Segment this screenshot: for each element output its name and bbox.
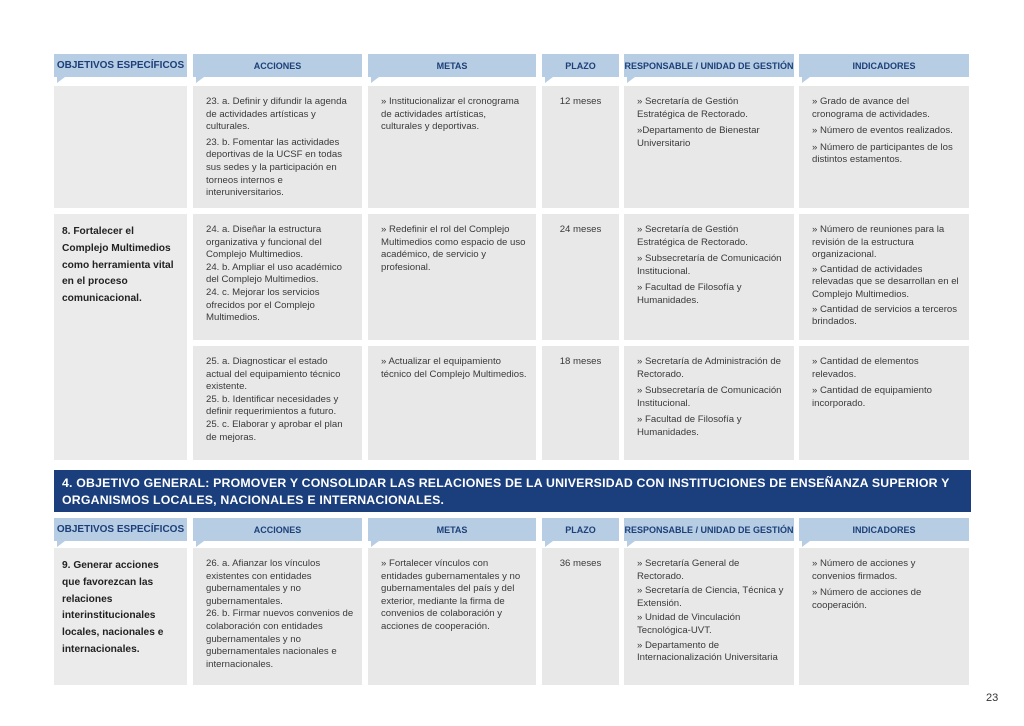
accion-24b: 24. b. Ampliar el uso académico del Complejo Multimedios. [206, 261, 342, 286]
header-indicadores-2: INDICADORES [799, 518, 969, 541]
responsable-24-2: » Subsecretaría de Comunicación Institucional. [637, 253, 782, 277]
general-objective-line-2: ORGANISMOS LOCALES, NACIONALES E INTERNACIONALES. [62, 493, 445, 507]
accion-24a: 24. a. Diseñar la estructura organizativa y funcional del Complejo Multimedios. [206, 224, 322, 261]
responsable-26-1: » Secretaría General de Rectorado. [637, 558, 740, 582]
responsable-24-1: » Secretaría de Gestión Estratégica de Rectorado. [637, 224, 748, 248]
plazo-cell-24 [542, 214, 619, 340]
header-objetivos: OBJETIVOS ESPECÍFICOS [54, 54, 187, 77]
metas-cell-23 [368, 86, 536, 208]
header-acciones: ACCIONES [193, 54, 362, 77]
responsable-cell-24 [624, 214, 794, 340]
accion-26a: 26. a. Afianzar los vínculos existentes con entidades gubernamentales y no gubernamentales. [206, 558, 321, 607]
acciones-cell-26 [193, 548, 362, 685]
accion-26b: 26. b. Firmar nuevos convenios de colaboración con entidades gubernamentales y no gubernamentales nacionales e internacionales. [206, 608, 354, 670]
responsable-26-3: » Unidad de Vinculación Tecnológica-UVT. [637, 612, 741, 636]
responsable-23-1: » Secretaría de Gestión Estratégica de Rectorado. [637, 96, 748, 120]
acciones-cell-23 [193, 86, 362, 208]
indicador-25-1: » Cantidad de elementos relevados. [812, 356, 919, 380]
accion-25b: 25. b. Identificar necesidades y definir requerimientos a futuro. [206, 393, 339, 418]
responsable-26-2: » Secretaría de Ciencia, Técnica y Extensión. [637, 585, 784, 609]
header-responsable-2: RESPONSABLE / UNIDAD DE GESTIÓN [624, 518, 794, 541]
header-metas-2: METAS [368, 518, 536, 541]
responsable-25-1: » Secretaría de Administración de Rectorado. [637, 356, 781, 380]
metas-cell-25 [368, 346, 536, 460]
objective-9-text: 9. Generar acciones que favorezcan las relaciones interinstitucionales locales, nacionales e internacionales. [62, 560, 164, 655]
meta-24: » Redefinir el rol del Complejo Multimedios como espacio de uso académico, de servicio y profesional. [381, 224, 526, 273]
indicadores-cell-23 [799, 86, 969, 208]
header-responsable: RESPONSABLE / UNIDAD DE GESTIÓN [624, 54, 794, 77]
objective-8-cell [54, 214, 187, 460]
plazo-24: 24 meses [559, 224, 602, 235]
plazo-23: 12 meses [559, 96, 602, 107]
accion-24c: 24. c. Mejorar los servicios ofrecidos por el Complejo Multimedios. [206, 286, 320, 324]
responsable-25-3: » Facultad de Filosofía y Humanidades. [637, 414, 742, 438]
metas-cell-24 [368, 214, 536, 340]
plazo-cell-25 [542, 346, 619, 460]
header-plazo: PLAZO [542, 54, 619, 77]
indicador-25-2: » Cantidad de equipamiento incorporado. [812, 385, 933, 409]
plazo-cell-26 [542, 548, 619, 685]
header-indicadores: INDICADORES [799, 54, 969, 77]
general-objective-line-1: 4. OBJETIVO GENERAL: PROMOVER Y CONSOLIDAR LAS RELACIONES DE LA UNIVERSIDAD CON INSTITUCIONES DE ENSEÑANZA SUPERIOR Y [62, 476, 950, 490]
plazo-25: 18 meses [559, 356, 602, 367]
indicadores-cell-26 [799, 548, 969, 685]
indicadores-cell-24 [799, 214, 969, 340]
accion-23b: 23. b. Fomentar las actividades deportivas de la UCSF en todas sus sedes y la participación en torneos internos e interuniversitarios. [206, 136, 342, 199]
objective-9-cell [54, 548, 187, 685]
meta-23: » Institucionalizar el cronograma de actividades artísticas, culturales y deportivas. [381, 96, 520, 133]
accion-25c: 25. c. Elaborar y aprobar el plan de mejoras. [206, 418, 343, 443]
indicador-26-2: » Número de acciones de cooperación. [812, 587, 922, 611]
page-number: 23 [986, 692, 999, 704]
accion-23a: 23. a. Definir y difundir la agenda de actividades artísticas y culturales. [206, 96, 347, 133]
acciones-cell-25 [193, 346, 362, 460]
objective-8-text: 8. Fortalecer el Complejo Multimedios como herramienta vital en el proceso comunicacional. [62, 226, 174, 305]
acciones-cell-24 [193, 214, 362, 340]
responsable-25-2: » Subsecretaría de Comunicación Institucional. [637, 385, 782, 409]
indicador-23-2: » Número de eventos realizados. [812, 125, 953, 137]
indicador-24-2: » Cantidad de actividades relevadas que se desarrollan en el Complejo Multimedios. [812, 263, 959, 300]
plazo-cell-23 [542, 86, 619, 208]
header-plazo-2: PLAZO [542, 518, 619, 541]
plazo-26: 36 meses [559, 558, 602, 569]
responsable-cell-23 [624, 86, 794, 208]
indicador-26-1: » Número de acciones y convenios firmados. [812, 558, 916, 582]
general-objective-banner [54, 470, 971, 512]
meta-26: » Fortalecer vínculos con entidades gubernamentales y no gubernamentales del país y del exterior, mediante la firma de convenios de colaboración y acciones de cooperación. [381, 558, 521, 632]
indicadores-cell-25 [799, 346, 969, 460]
responsable-cell-26 [624, 548, 794, 685]
responsable-24-3: » Facultad de Filosofía y Humanidades. [637, 282, 742, 306]
header-objetivos-2: OBJETIVOS ESPECÍFICOS [54, 518, 187, 541]
accion-25a: 25. a. Diagnosticar el estado actual del equipamiento técnico existente. [206, 356, 341, 393]
indicador-23-1: » Grado de avance del cronograma de actividades. [812, 96, 930, 120]
indicador-24-1: » Número de reuniones para la revisión de la estructura organizacional. [812, 224, 945, 261]
responsable-cell-25 [624, 346, 794, 460]
objective-cell-empty [54, 86, 187, 208]
responsable-26-4: » Departamento de Internacionalización Universitaria [637, 639, 778, 664]
indicador-23-3: » Número de participantes de los distintos estamentos. [812, 141, 953, 166]
header-metas: METAS [368, 54, 536, 77]
header-acciones-2: ACCIONES [193, 518, 362, 541]
metas-cell-26 [368, 548, 536, 685]
meta-25: » Actualizar el equipamiento técnico del Complejo Multimedios. [381, 356, 527, 380]
indicador-24-3: » Cantidad de servicios a terceros brindados. [812, 303, 958, 328]
responsable-23-2: »Departamento de Bienestar Universitario [637, 125, 760, 149]
